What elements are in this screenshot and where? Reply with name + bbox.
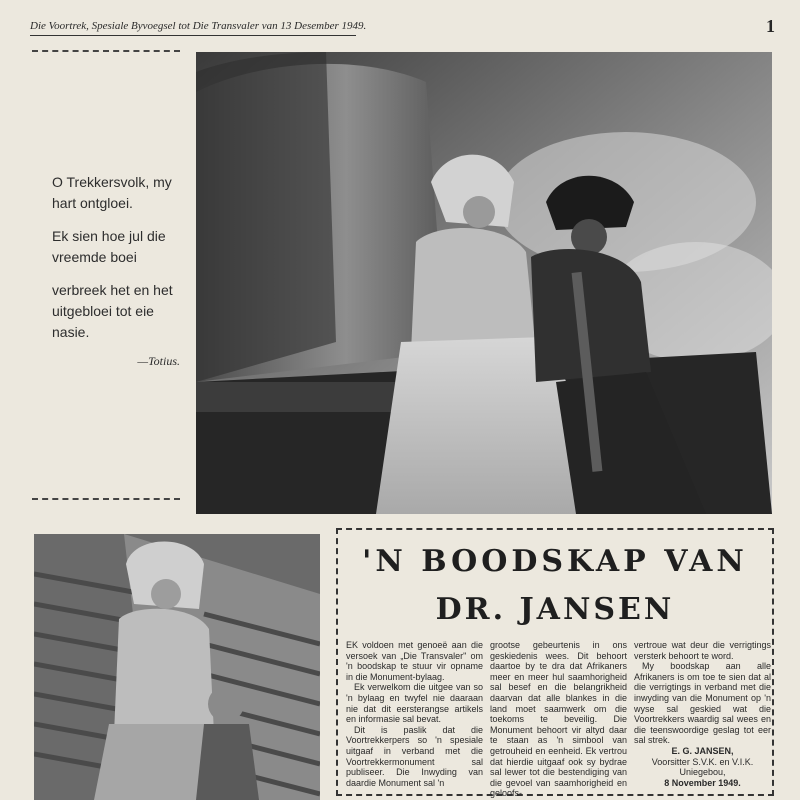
masthead-rule <box>30 35 356 36</box>
signature-title: Voorsitter S.V.K. en V.I.K. <box>651 756 754 767</box>
signature-date: 8 November 1949. <box>664 777 741 788</box>
poem-stanza-3 <box>52 280 180 343</box>
signature-place: Uniegebou, <box>679 767 726 778</box>
poem-stanza-2 <box>52 226 180 268</box>
signature-name: E. G. JANSEN, <box>671 745 734 756</box>
article-paragraph: EK voldoen met genoeë aan die versoek van „Die Transvaler" om 'n boodskap te stuur vir opname in die Monument-bylaag. <box>346 640 483 682</box>
poem-bottom-rule <box>32 498 180 500</box>
article-title-line-1: 'N BOODSKAP VAN <box>362 544 748 579</box>
poem-attribution: —Totius. <box>137 354 180 368</box>
article-column-1 <box>346 640 483 788</box>
article-paragraph: grootse gebeurtenis in ons geskiedenis wees. Dit behoort daartoe by te dra dat Afrikaners meer en meer hul saamhorigheid sal besef en die belangrikheid daarvan dat alle blankes in die land moet saamwerk om die toekoms te beveilig. Die Monument behoort vir altyd daar te staan as 'n simbool van getrouheid en eenheid. Ek vertrou dat hierdie uitgaaf ook sy bydrae sal lewer tot die bestendiging van die gevoel van saamhorigheid en geloofs- <box>490 640 627 799</box>
poem-line: O Trekkersvolk, my <box>52 174 172 190</box>
page-number: 1 <box>766 16 775 36</box>
article-column-2 <box>490 640 627 799</box>
poem-line: hart ontgloei. <box>52 195 133 211</box>
article-paragraph: vertroue wat deur die verrigtings versterk behoort te word. <box>634 640 771 661</box>
article-paragraph: Dit is paslik dat die Voortrekkerpers so 'n spesiale uitgaaf in verband met die Voortrekkermonument sal publiseer. Die Inwyding van daardie Monument sal 'n <box>346 724 483 788</box>
article-title-line-2: DR. JANSEN <box>435 592 675 627</box>
poem-stanza-1 <box>52 172 180 214</box>
article-column-3 <box>634 640 771 788</box>
poem <box>52 172 180 372</box>
poem-top-rule <box>32 50 180 52</box>
masthead: Die Voortrek, Spesiale Byvoegsel tot Die Transvaler van 13 Desember 1949. <box>30 20 367 32</box>
poem-line: Ek sien hoe jul die <box>52 228 166 244</box>
poem-line: vreemde boei <box>52 249 137 265</box>
article-box <box>336 528 774 799</box>
poem-line: nasie. <box>52 324 90 340</box>
secondary-photograph <box>34 534 320 800</box>
article-paragraph: My boodskap aan alle Afrikaners is om toe te sien dat al die verrigtings in verband met die inwyding van die Monument op 'n wyse sal geskied wat die Voortrekkers waardig sal wees en die teenswoordige geslag tot eer sal strek. <box>634 661 771 746</box>
main-photograph <box>196 52 772 514</box>
poem-line: uitgebloei tot eie <box>52 303 154 319</box>
poem-line: verbreek het en het <box>52 282 173 298</box>
article-paragraph: Ek verwelkom die uitgee van so 'n bylaag en twyfel nie daaraan nie dat dit eersterangse artikels en informasie sal bevat. <box>346 682 483 725</box>
